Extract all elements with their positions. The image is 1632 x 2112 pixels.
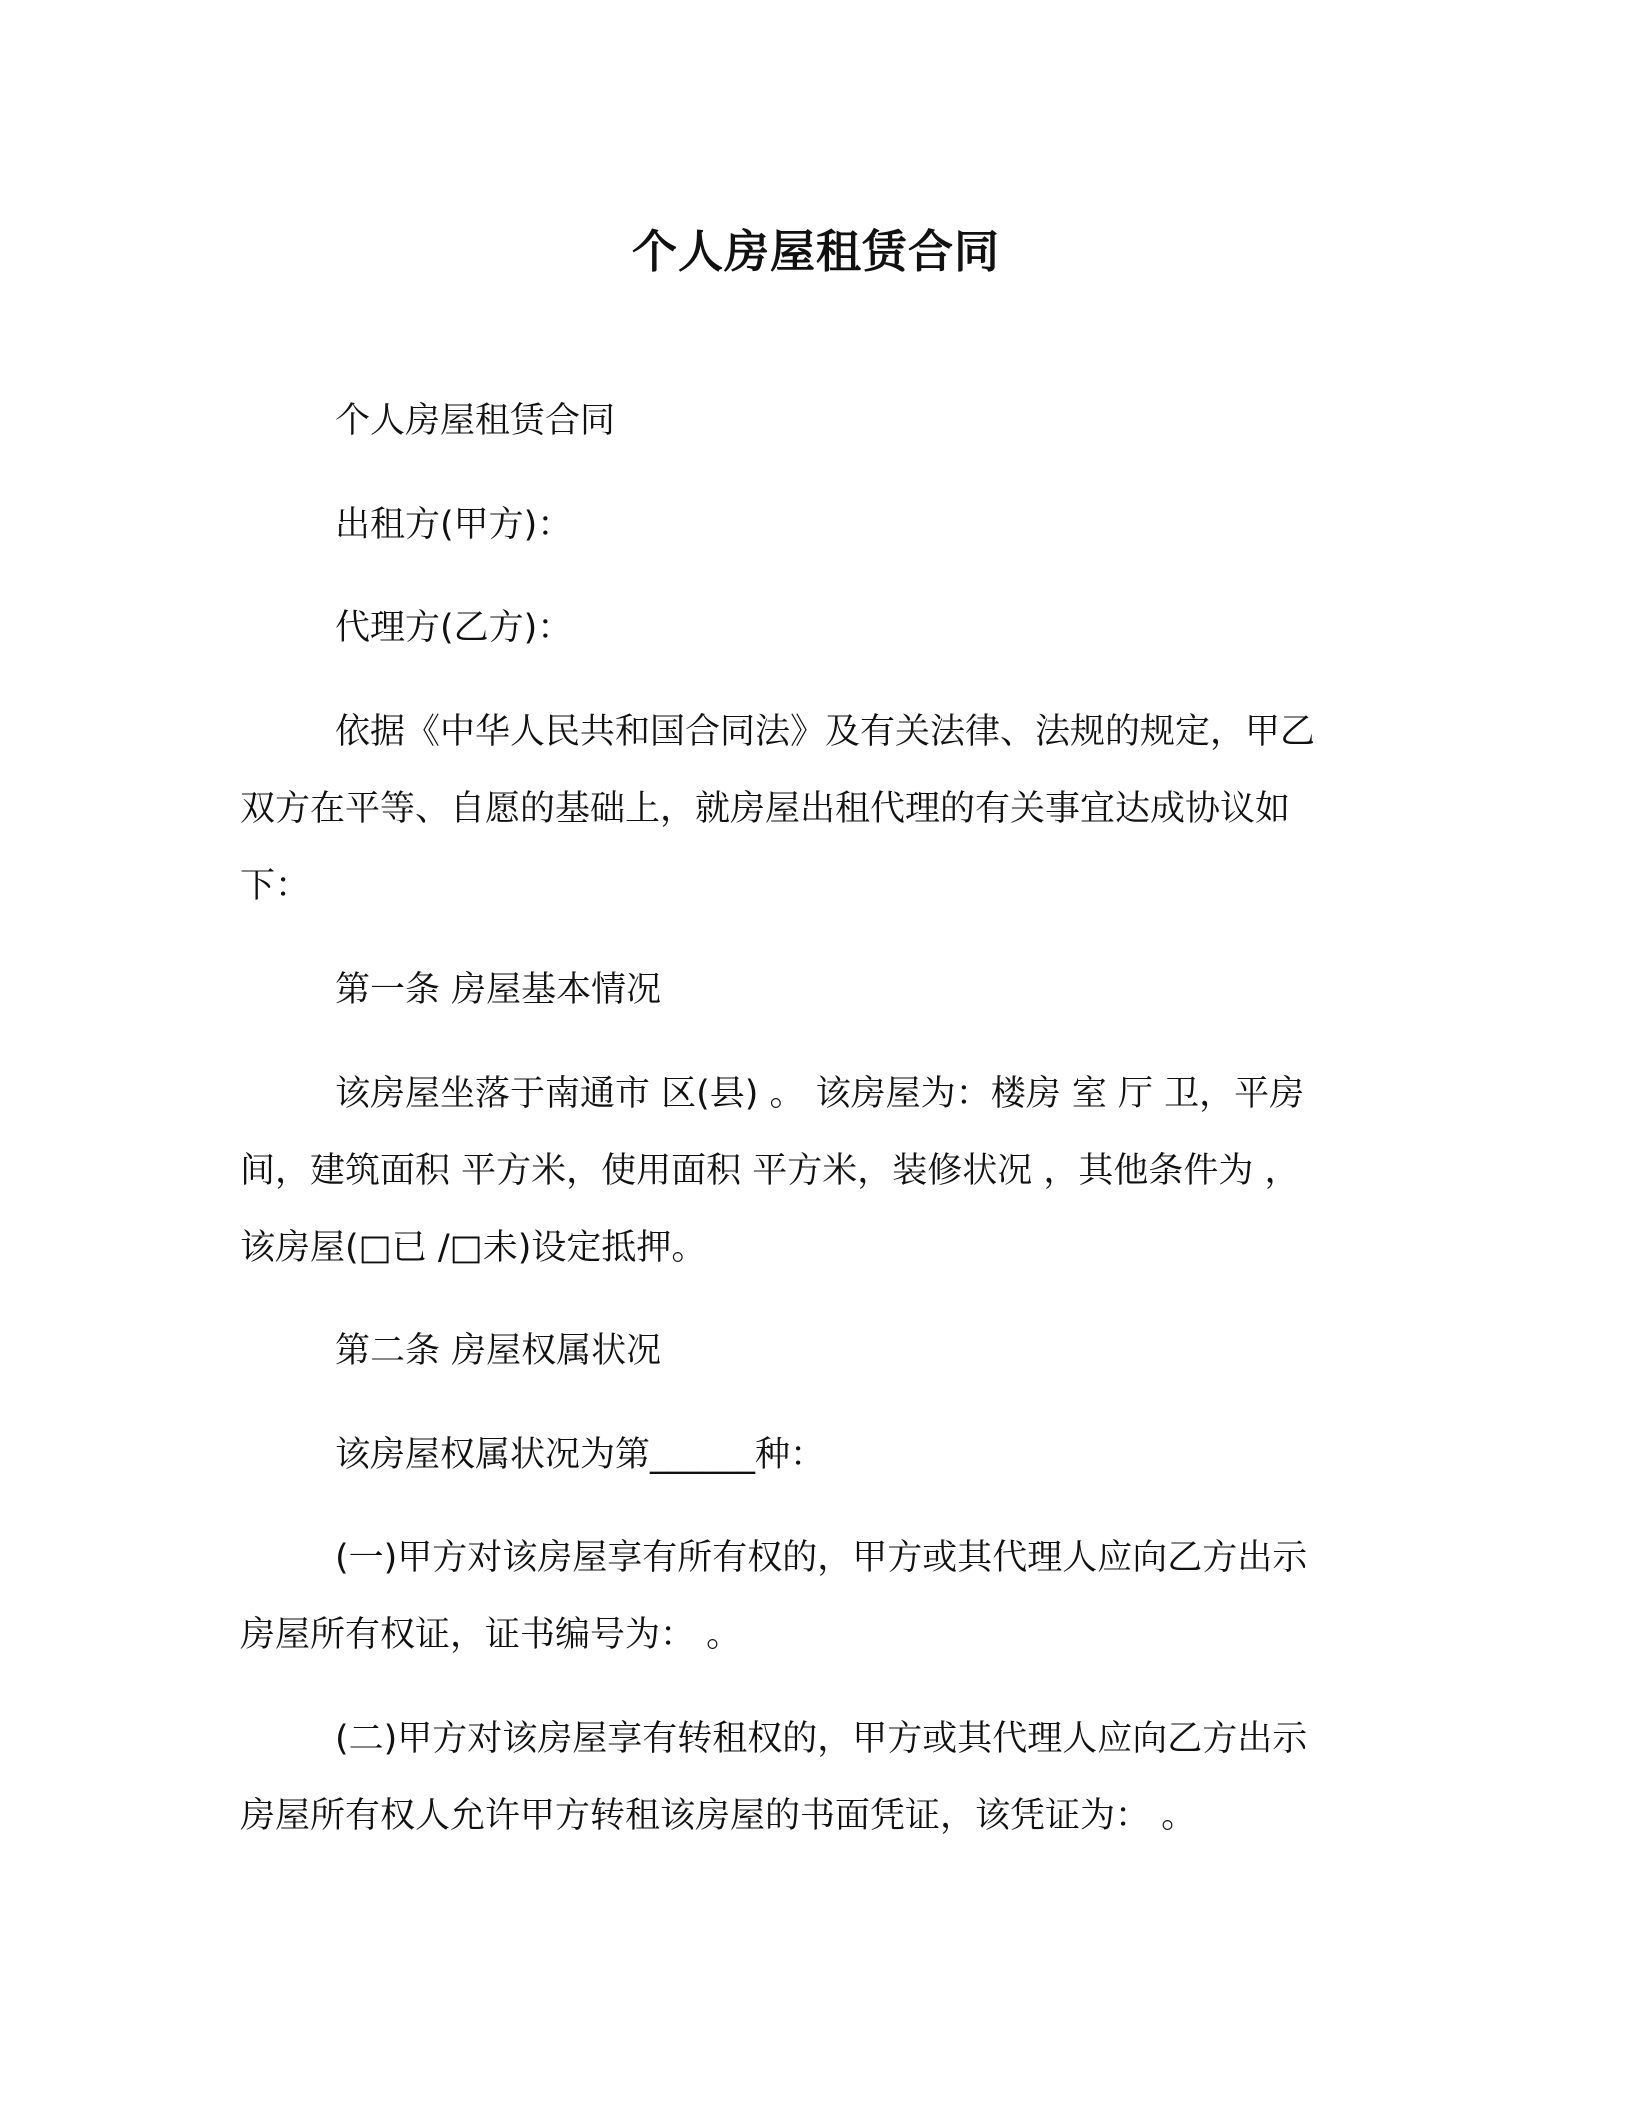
text-line: 房屋所有权证，证书编号为： 。 xyxy=(240,1615,742,1655)
article-2-heading xyxy=(240,1313,1380,1390)
paragraph-agent xyxy=(240,590,1380,667)
paragraph-lessor xyxy=(240,487,1380,564)
article-2-item-2 xyxy=(240,1701,1380,1855)
text-line: 房屋所有权人允许甲方转租该房屋的书面凭证，该凭证为： 。 xyxy=(240,1796,1197,1836)
article-1-heading xyxy=(240,952,1380,1029)
article-2-intro xyxy=(240,1417,1380,1494)
text-line: 间，建筑面积 平方米，使用面积 平方米，装修状况 ，其他条件为 ， xyxy=(240,1151,1300,1191)
text-line: 依据《中华人民共和国合同法》及有关法律、法规的规定，甲乙 xyxy=(335,712,1316,752)
paragraph-subtitle xyxy=(240,383,1380,460)
text-line: 该房屋权属状况为第______种： xyxy=(335,1435,826,1475)
text-line: 第二条 房屋权属状况 xyxy=(335,1331,662,1371)
text-line: 双方在平等、自愿的基础上，就房屋出租代理的有关事宜达成协议如 xyxy=(240,789,1291,829)
text-line: 出租方(甲方)： xyxy=(335,505,573,545)
article-2-item-1 xyxy=(240,1520,1380,1674)
text-line: 第一条 房屋基本情况 xyxy=(335,970,662,1010)
text-line: 下： xyxy=(240,866,311,906)
article-1-body xyxy=(240,1056,1380,1287)
text-line: 代理方(乙方)： xyxy=(335,608,573,648)
text-line: 该房屋坐落于南通市 区(县) 。 该房屋为：楼房 室 厅 卫，平房 xyxy=(335,1074,1305,1114)
text-line: 个人房屋租赁合同 xyxy=(335,401,616,441)
text-line: (一)甲方对该房屋享有所有权的，甲方或其代理人应向乙方出示 xyxy=(335,1538,1308,1578)
document-title: 个人房屋租赁合同 xyxy=(631,225,1000,278)
text-line: (二)甲方对该房屋享有转租权的，甲方或其代理人应向乙方出示 xyxy=(335,1719,1308,1759)
paragraph-preamble xyxy=(240,694,1380,925)
text-line: 该房屋(□已 /□未)设定抵押。 xyxy=(240,1228,707,1268)
